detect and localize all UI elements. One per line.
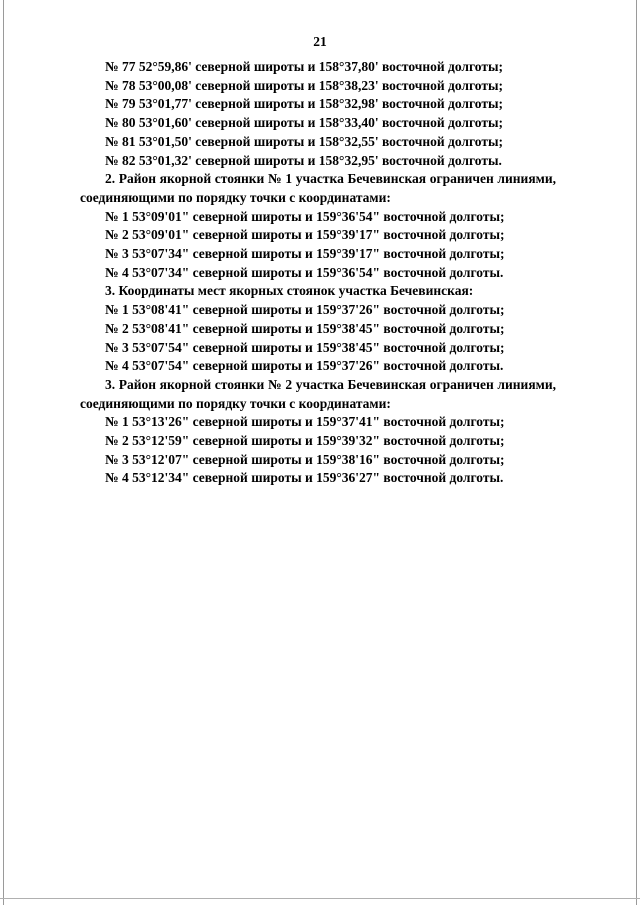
coordinate-line: № 77 52°59,86' северной широты и 158°37,80' восточной долготы; xyxy=(105,59,504,74)
coordinate-line: № 2 53°09'01" северной широты и 159°39'17" восточной долготы; xyxy=(105,227,505,243)
paragraph-anchorage-2: 3. Район якорной стоянки № 2 участка Бечевинская ограничен линиями, соединяющими по порядку точки с координатами: xyxy=(80,376,556,411)
coordinate-line: № 4 53°12'34" северной широты и 159°36'27" восточной долготы. xyxy=(105,470,504,486)
page-number: 21 xyxy=(313,34,327,49)
coordinate-line: № 78 53°00,08' северной широты и 158°38,23' восточной долготы; xyxy=(105,77,504,93)
coordinate-line: № 3 53°07'34" северной широты и 159°39'17" восточной долготы; xyxy=(105,246,505,262)
coordinate-line: № 4 53°07'54" северной широты и 159°37'26" восточной долготы. xyxy=(105,358,504,374)
coordinate-line: № 1 53°09'01" северной широты и 159°36'54" восточной долготы; xyxy=(105,208,505,224)
coordinate-line: № 4 53°07'34" северной широты и 159°36'54" восточной долготы. xyxy=(105,264,504,280)
coordinate-line: № 3 53°07'54" северной широты и 159°38'45" восточной долготы; xyxy=(105,339,505,355)
paragraph-anchorage-positions: 3. Координаты мест якорных стоянок участка Бечевинская: xyxy=(105,283,474,299)
coordinate-line: № 2 53°08'41" северной широты и 159°38'45" восточной долготы; xyxy=(105,320,505,336)
scan-edge-right xyxy=(636,0,637,905)
scan-edge-left xyxy=(3,0,4,905)
coordinate-line: № 3 53°12'07" северной широты и 159°38'16" восточной долготы; xyxy=(105,451,505,467)
scan-edge-bottom xyxy=(0,898,640,899)
coordinate-line: № 2 53°12'59" северной широты и 159°39'32" восточной долготы; xyxy=(105,433,505,449)
coordinate-line: № 82 53°01,32' северной широты и 158°32,95' восточной долготы. xyxy=(105,152,502,168)
paragraph-anchorage-1: 2. Район якорной стоянки № 1 участка Бечевинская ограничен линиями, соединяющими по порядку точки с координатами: xyxy=(80,171,556,205)
coordinate-line: № 80 53°01,60' северной широты и 158°33,40' восточной долготы; xyxy=(105,115,504,131)
coordinate-line: № 79 53°01,77' северной широты и 158°32,98' восточной долготы; xyxy=(105,96,504,112)
coordinate-line: № 1 53°13'26" северной широты и 159°37'41" восточной долготы; xyxy=(105,414,505,430)
document-body xyxy=(80,58,556,488)
coordinate-line: № 81 53°01,50' северной широты и 158°32,55' восточной долготы; xyxy=(105,133,504,149)
coordinate-line: № 1 53°08'41" северной широты и 159°37'26" восточной долготы; xyxy=(105,302,505,318)
